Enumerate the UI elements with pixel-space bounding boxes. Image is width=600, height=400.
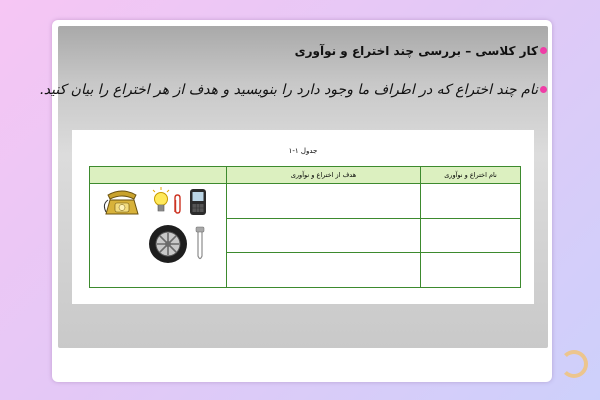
slide-title-line — [295, 44, 538, 58]
table-cell[interactable] — [421, 218, 521, 253]
light-bulb-icon — [152, 187, 170, 215]
mobile-phone-icon — [189, 188, 207, 216]
table-cell[interactable] — [421, 184, 521, 219]
table-box — [72, 130, 534, 304]
header-images — [90, 167, 227, 184]
table-cell[interactable] — [227, 184, 421, 219]
table-cell[interactable] — [421, 253, 521, 288]
slide — [39, 20, 552, 382]
paper-clip-icon — [172, 193, 182, 215]
watermark-logo-mark-icon — [560, 350, 588, 378]
inventions-table — [89, 166, 521, 288]
header-invention-name: نام اختراع و نوآوری — [421, 167, 521, 184]
instruction-line — [39, 82, 538, 98]
header-invention-purpose: هدف از اختراع و نوآوری — [227, 167, 421, 184]
watermark-logo: gama — [432, 344, 538, 379]
content-panel — [39, 26, 548, 348]
table-cell[interactable] — [227, 218, 421, 253]
telephone-icon — [102, 186, 142, 216]
tire-icon — [148, 224, 188, 264]
table-row — [90, 184, 521, 219]
slide-title-text: کار کلاسی – بررسی چند اختراع و نوآوری — [294, 44, 538, 58]
invention-images-cell — [90, 184, 227, 288]
table-cell[interactable] — [227, 253, 421, 288]
bullet-icon — [540, 86, 547, 93]
safety-pin-icon — [194, 226, 206, 262]
bullet-icon — [540, 47, 547, 54]
table-header-row — [90, 167, 521, 184]
instruction-text: نام چند اختراع که در اطراف ما وجود دارد را بنویسید و هدف از هر اختراع را بیان کنید. — [39, 82, 538, 98]
table-caption: جدول ۱-۱ — [288, 147, 318, 155]
